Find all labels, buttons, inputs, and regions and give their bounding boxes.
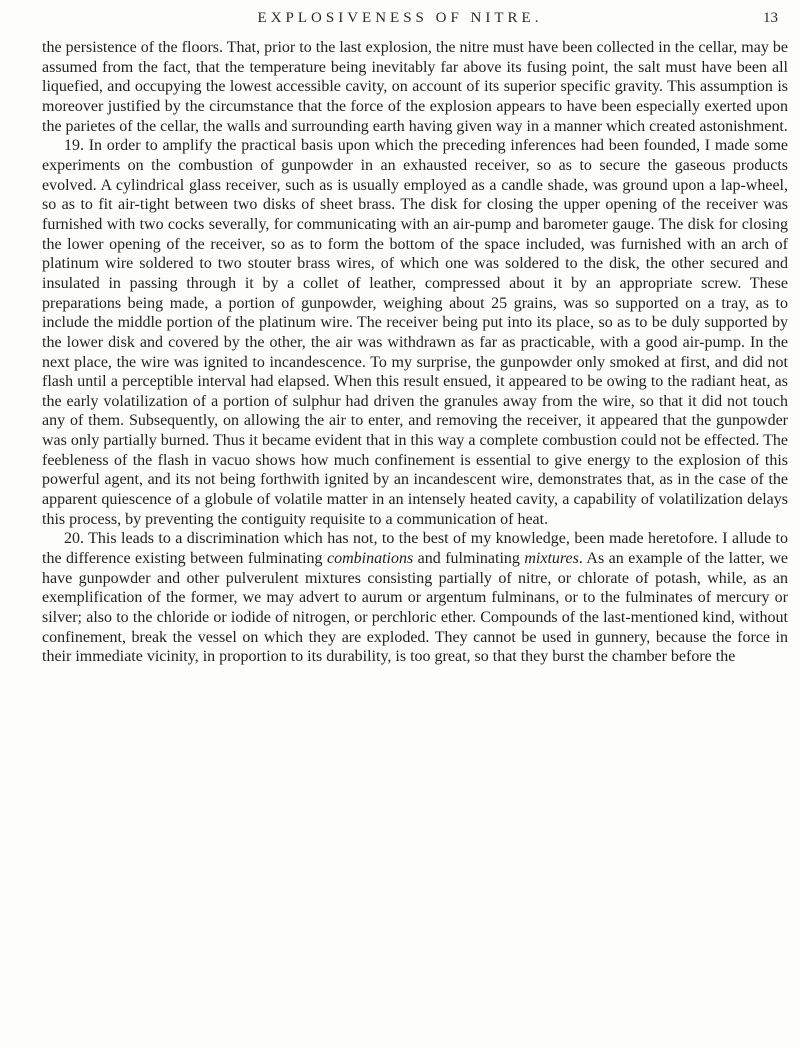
text-segment: 19. In order to amplify the practical basis upon which the preceding inferences had been founded, I made some experiments on the combustion of gunpowder in an exhausted receiver, so as to secure the gaseous products evolved. A cylindrical glass receiver, such as is usually employed as a candle shade, was ground upon a lap-wheel, so as to fit air-tight between two disks of sheet brass. The disk for closing the upper opening of the receiver was furnished with two cocks severally, for communicating with an air-pump and barometer gauge. The disk for closing the lower opening of the receiver, so as to form the bottom of the space included, was furnished with an arch of platinum wire soldered to two stouter brass wires, of which one was soldered to the disk, the other secured and insulated in passing through it by a collet of leather, compressed about it by an appropriate screw. These preparations being made, a portion of gunpowder, weighing about 25 grains, was so supported on a tray, as to include the middle portion of the platinum wire. The receiver being put into its place, so as to be duly supported by the lower disk and covered by the other, the air was withdrawn as far as practicable, with a good air-pump. In the next place, the wire was ignited to incandescence. To my surprise, the gunpowder only smoked at first, and did not flash until a perceptible interval had elapsed. When this result ensued, it appeared to be owing to the radiant heat, as the early volatilization of a portion of sulphur had driven the granules away from the wire, so that it did not touch any of them. Subsequently, on allowing the air to enter, and removing the receiver, it appeared that the gunpowder was only partially burned. Thus it became evident that in this way a complete combustion could not be effected. The feebleness of the flash in vacuo shows how much confinement is essential to give energy to the explosion of this powerful agent, and its not being forthwith ignited by an incandescent wire, demonstrates that, as in the case of the apparent quiescence of a globule of volatile matter in an intensely heated cavity, a capability of volatilization delays this process, by preventing the contiguity requisite to a communication of heat. [42,137,788,528]
page-number: 13 [763,10,778,26]
paragraph-continuation [42,38,788,136]
paragraph-19 [42,136,788,529]
body-text [42,38,788,667]
text-segment: . As an example of the latter, we have gunpowder and other pulverulent mixtures consisting partially of nitre, or chlorate of potash, while, as an exemplification of the former, we may advert to aurum or argentum fulminans, or to the fulminates of mercury or silver; also to the chloride or iodide of nitrogen, or perchloric ether. Compounds of the last-mentioned kind, without confinement, break the vessel on which they are exploded. They cannot be used in gunnery, because the force in their immediate vicinity, in proportion to its durability, is too great, so that they burst the chamber before the [42,550,788,666]
text-segment: the persistence of the floors. That, prior to the last explosion, the nitre must have been collected in the cellar, may be assumed from the fact, that the temperature being inevitably far above its fusing point, the salt must have been all liquefied, and occupying the lowest accessible cavity, on account of its superior specific gravity. This assumption is moreover justified by the circumstance that the force of the explosion appears to have been especially exerted upon the parietes of the cellar, the walls and surrounding earth having given way in a manner which created astonishment. [42,39,788,135]
paragraph-20 [42,529,788,667]
running-title: EXPLOSIVENESS OF NITRE. [257,10,543,26]
text-segment: and fulminating [413,550,525,568]
running-head [0,10,800,36]
italic-term-combinations: combinations [327,550,414,568]
italic-term-mixtures: mixtures [524,550,579,568]
text-segment: 20. This leads to a discrimination which has not, to the best of my knowledge, been made heretofore. I allude to the difference existing between fulminating [42,530,788,568]
